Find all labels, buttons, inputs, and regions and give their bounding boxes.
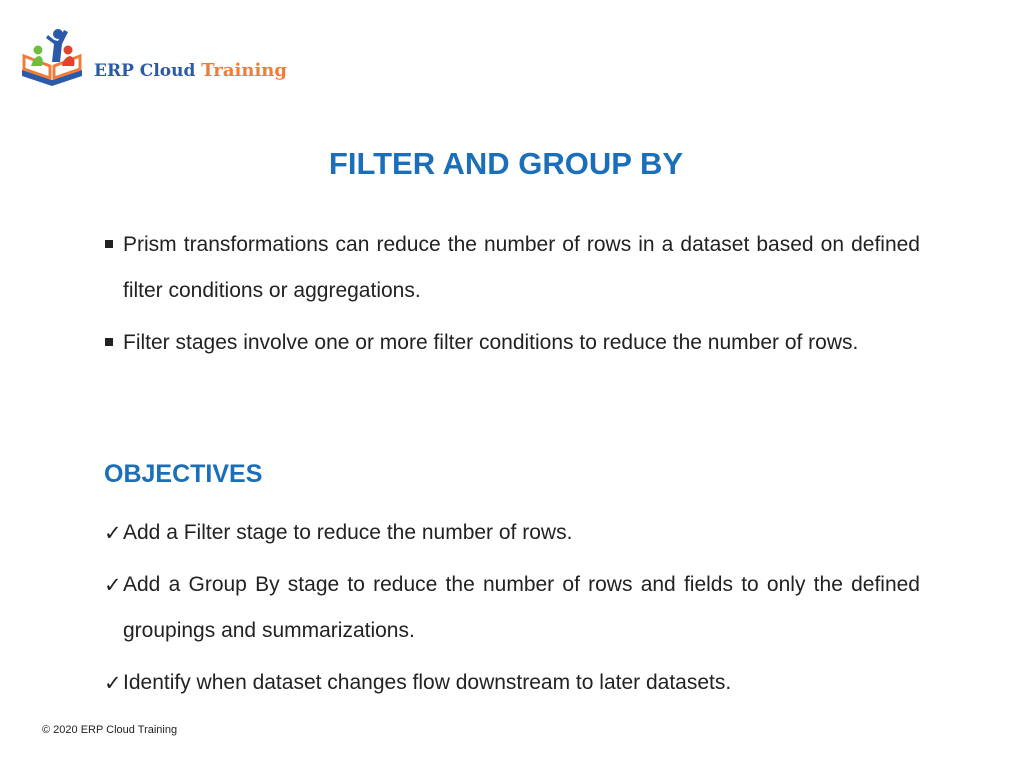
list-item: [104, 562, 920, 654]
company-logo: [18, 22, 287, 92]
objectives-list: [104, 510, 920, 712]
objective-text: Identify when dataset changes flow downstream to later datasets.: [123, 671, 732, 694]
objectives-heading: OBJECTIVES: [104, 460, 263, 488]
list-item: [104, 510, 920, 556]
objective-text: Add a Group By stage to reduce the number of rows and fields to only the defined groupings and summarizations.: [123, 573, 920, 642]
checkmark-icon: ✓: [104, 671, 122, 695]
page-title: FILTER AND GROUP BY: [328, 146, 684, 181]
list-item: [104, 320, 920, 366]
list-item: [104, 660, 920, 706]
list-item: [104, 222, 920, 314]
bullet-text: Prism transformations can reduce the number of rows in a dataset based on defined filter conditions or aggregations.: [123, 233, 920, 302]
objective-text: Add a Filter stage to reduce the number of rows.: [123, 521, 573, 544]
checkmark-icon: ✓: [104, 521, 122, 545]
intro-bullet-list: [104, 222, 920, 372]
logo-text-erp: ERP Cloud: [94, 61, 196, 81]
reading-figure-book-icon: [18, 26, 88, 88]
copyright-footer: © 2020 ERP Cloud Training: [42, 724, 178, 736]
square-bullet-icon: [105, 338, 113, 346]
logo-wordmark: [94, 60, 287, 81]
checkmark-icon: ✓: [104, 573, 122, 597]
bullet-text: Filter stages involve one or more filter conditions to reduce the number of rows.: [123, 331, 859, 354]
square-bullet-icon: [105, 240, 113, 248]
logo-text-training: Training: [201, 60, 287, 81]
